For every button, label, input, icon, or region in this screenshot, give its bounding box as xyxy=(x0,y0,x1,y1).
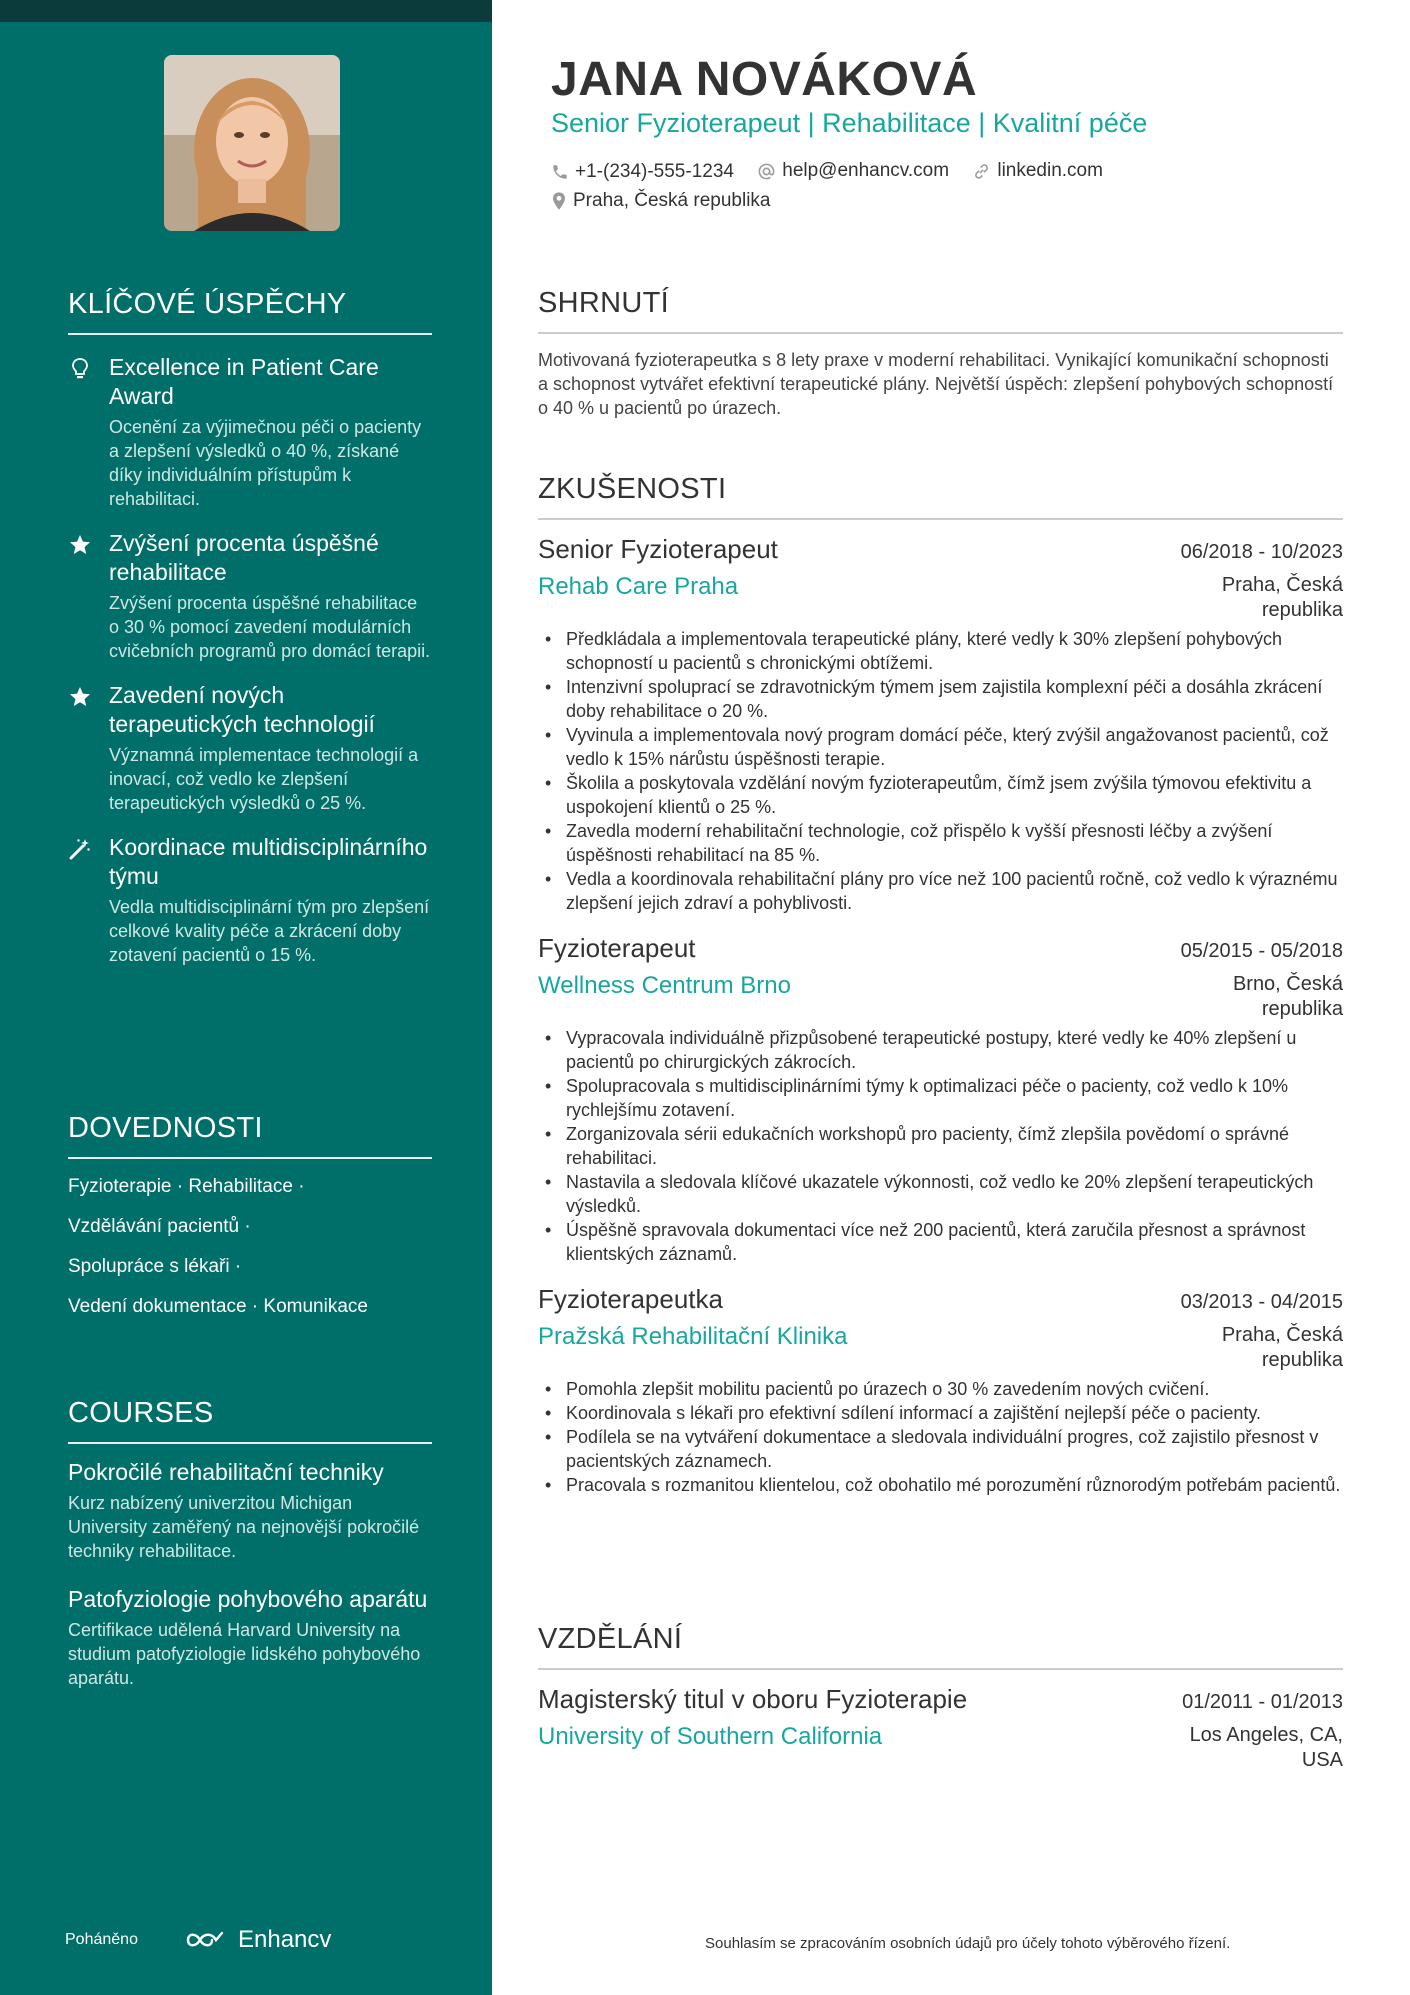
company-name: Wellness Centrum Brno xyxy=(538,972,791,999)
achievements-section xyxy=(68,288,432,967)
phone-contact[interactable] xyxy=(551,161,734,183)
courses-section xyxy=(68,1397,432,1690)
degree-title: Magisterský titul v oboru Fyzioterapie xyxy=(538,1684,968,1714)
email-contact[interactable] xyxy=(757,160,949,182)
experience-section xyxy=(538,473,1343,1497)
job-title: Senior Fyzioterapeut xyxy=(538,534,778,564)
achievement-description: Vedla multidisciplinární tým pro zlepšení celkové kvality péče a zkrácení doby zotavení pacientů o 15 %. xyxy=(109,897,430,965)
job-title: Fyzioterapeutka xyxy=(538,1284,723,1314)
education-heading: VZDĚLÁNÍ xyxy=(538,1623,1343,1670)
achievement-item xyxy=(68,529,432,663)
star-icon xyxy=(68,533,92,557)
experience-heading: ZKUŠENOSTI xyxy=(538,473,1343,520)
bullet-item: • Zorganizovala sérii edukačních workshopů pro pacienty, čímž zlepšila povědomí o správné rehabilitaci. xyxy=(538,1122,1343,1170)
bullet-item: • Školila a poskytovala vzdělání novým fyzioterapeutům, čímž jsem zvýšila týmovou efektivitu a uspokojení klientů o 25 %. xyxy=(538,771,1343,819)
bullet-item: • Nastavila a sledovala klíčové ukazatele výkonnosti, což vedlo ke 20% zlepšení terapeutických výsledků. xyxy=(538,1170,1343,1218)
education-entry xyxy=(538,1684,1343,1773)
course-description: Certifikace udělená Harvard University na studium patofyziologie lidského pohybového aparátu. xyxy=(68,1620,421,1688)
location-text: Praha, Česká republika xyxy=(573,190,771,211)
job-entry xyxy=(538,534,1343,915)
job-location: Brno, Česká republika xyxy=(1232,973,1343,1020)
headline: Senior Fyzioterapeut | Rehabilitace | Kvalitní péče xyxy=(551,108,1148,138)
achievement-title: Zavedení nových terapeutických technologií xyxy=(109,682,375,737)
courses-heading: COURSES xyxy=(68,1397,432,1444)
phone-number: +1-(234)-555-1234 xyxy=(575,160,734,182)
bullet-item: • Spolupracovala s multidisciplinárními týmy k optimalizaci péče o pacienty, což vedlo k 10% rychlejšímu zotavení. xyxy=(538,1074,1343,1122)
job-dates: 05/2015 - 05/2018 xyxy=(1180,940,1343,962)
summary-heading: SHRNUTÍ xyxy=(538,287,1343,334)
skills-section xyxy=(68,1112,432,1319)
achievement-item xyxy=(68,353,432,511)
achievement-description: Významná implementace technologií a inovací, což vedlo ke zlepšení terapeutických výsledků o 25 %. xyxy=(109,745,419,813)
job-bullets xyxy=(538,1026,1343,1266)
company-name: Pražská Rehabilitační Klinika xyxy=(538,1323,848,1350)
bullet-item: • Úspěšně spravovala dokumentaci více než 200 pacientů, která zaručila přesnost a správnost klientských záznamů. xyxy=(538,1218,1343,1266)
achievement-title: Zvýšení procenta úspěšné rehabilitace xyxy=(109,530,379,585)
bullet-item: • Pomohla zlepšit mobilitu pacientů po úrazech o 30 % zavedením nových cvičení. xyxy=(538,1377,1343,1401)
enhancv-logo-icon xyxy=(184,1929,230,1951)
consent-text: Souhlasím se zpracováním osobních údajů pro účely tohoto výběrového řízení. xyxy=(705,1935,1231,1952)
job-entry xyxy=(538,1284,1343,1497)
lightbulb-icon xyxy=(68,357,92,381)
achievement-item xyxy=(68,833,432,967)
skill-line: Fyzioterapie · Rehabilitace · xyxy=(68,1176,305,1197)
contact-row xyxy=(551,160,1341,187)
sidebar-top-bar xyxy=(0,0,492,22)
education-section xyxy=(538,1623,1343,1773)
bullet-item: • Předkládala a implementovala terapeutické plány, které vedly k 30% zlepšení pohybových schopností u pacientů s chronickými obtížemi. xyxy=(538,627,1343,675)
job-location: Praha, Česká republika xyxy=(1221,1324,1343,1371)
skills-heading: DOVEDNOSTI xyxy=(68,1112,432,1159)
powered-by-label: Poháněno xyxy=(65,1931,138,1948)
enhancv-logo[interactable] xyxy=(184,1926,331,1954)
location-item xyxy=(551,190,771,212)
education-location: Los Angeles, CA, USA xyxy=(1189,1724,1343,1771)
course-title: Patofyziologie pohybového aparátu xyxy=(68,1586,428,1612)
achievement-item xyxy=(68,681,432,815)
bullet-item: • Vedla a koordinovala rehabilitační plány pro více než 100 pacientů ročně, což vedlo k výraznému zlepšení jejich zdraví a pohyblivosti. xyxy=(538,867,1343,915)
brand-name: Enhancv xyxy=(238,1926,332,1953)
at-icon xyxy=(757,162,776,181)
profile-photo xyxy=(164,55,340,231)
job-dates: 06/2018 - 10/2023 xyxy=(1180,541,1343,563)
bullet-item: • Intenzivní spoluprací se zdravotnickým týmem jsem zajistila komplexní péči a dosáhla zkrácení doby rehabilitace o 20 %. xyxy=(538,675,1343,723)
phone-icon xyxy=(551,163,569,181)
linkedin-url: linkedin.com xyxy=(997,160,1103,181)
course-title: Pokročilé rehabilitační techniky xyxy=(68,1459,384,1485)
skill-line: Vzdělávání pacientů · xyxy=(68,1216,251,1237)
bullet-item: • Zavedla moderní rehabilitační technologie, což přispělo k vyšší přesnosti léčby a zvýšení úspěšnosti rehabilitací na 85 %. xyxy=(538,819,1343,867)
location-contact xyxy=(551,190,789,217)
star-icon xyxy=(68,685,92,709)
summary-section xyxy=(538,287,1343,420)
job-title: Fyzioterapeut xyxy=(538,933,696,963)
bullet-item: • Vypracovala individuálně přizpůsobené terapeutické postupy, které vedly ke 40% zlepšení u pacientů po chirurgických zákrocích. xyxy=(538,1026,1343,1074)
job-bullets xyxy=(538,627,1343,915)
job-bullets xyxy=(538,1377,1343,1497)
link-icon xyxy=(972,162,991,181)
job-entry xyxy=(538,933,1343,1266)
summary-text: Motivovaná fyzioterapeutka s 8 lety praxe v moderní rehabilitaci. Vynikající komunikační schopnosti a schopnost vytvářet efektivní terapeutické plány. Největší úspěch: zlepšení pohybových schopností o 40 % u pacientů po úrazech. xyxy=(538,350,1334,418)
email-address: help@enhancv.com xyxy=(782,160,950,181)
company-name: Rehab Care Praha xyxy=(538,573,739,600)
achievement-description: Ocenění za výjimečnou péči o pacienty a zlepšení výsledků o 40 %, získané díky individuálním přístupům k rehabilitaci. xyxy=(109,417,422,509)
achievement-title: Koordinace multidisciplinárního týmu xyxy=(109,834,428,889)
bullet-item: • Pracovala s rozmanitou klientelou, což obohatilo mé porozumění různorodým potřebám pacientů. xyxy=(538,1473,1343,1497)
sidebar xyxy=(0,0,492,1995)
location-pin-icon xyxy=(551,191,567,211)
school-name: University of Southern California xyxy=(538,1723,883,1750)
bullet-item: • Koordinovala s lékaři pro efektivní sdílení informací a zajištění nejlepší péče o pacienty. xyxy=(538,1401,1343,1425)
achievement-description: Zvýšení procenta úspěšné rehabilitace o 30 % pomocí zavedení modulárních cvičebních programů pro domácí terapii. xyxy=(109,593,431,661)
course-description: Kurz nabízený univerzitou Michigan University zaměřený na nejnovější pokročilé techniky rehabilitace. xyxy=(68,1493,420,1561)
job-location: Praha, Česká republika xyxy=(1221,574,1343,621)
magic-wand-icon xyxy=(68,837,92,861)
candidate-name: JANA NOVÁKOVÁ xyxy=(551,53,978,106)
bullet-item: • Vyvinula a implementovala nový program domácí péče, který zvýšil angažovanost pacientů, což vedlo k 15% nárůstu úspěšnosti terapie. xyxy=(538,723,1343,771)
achievement-title: Excellence in Patient Care Award xyxy=(109,354,379,409)
bullet-item: • Podílela se na vytváření dokumentace a sledovala individuální progres, což zajistilo přesnost v pacientských záznamech. xyxy=(538,1425,1343,1473)
linkedin-contact[interactable] xyxy=(972,160,1103,182)
education-dates: 01/2011 - 01/2013 xyxy=(1182,1691,1343,1713)
skill-line: Spolupráce s lékaři · xyxy=(68,1256,242,1277)
skill-line: Vedení dokumentace · Komunikace xyxy=(68,1296,368,1317)
achievements-heading: KLÍČOVÉ ÚSPĚCHY xyxy=(68,288,432,335)
job-dates: 03/2013 - 04/2015 xyxy=(1180,1291,1343,1313)
